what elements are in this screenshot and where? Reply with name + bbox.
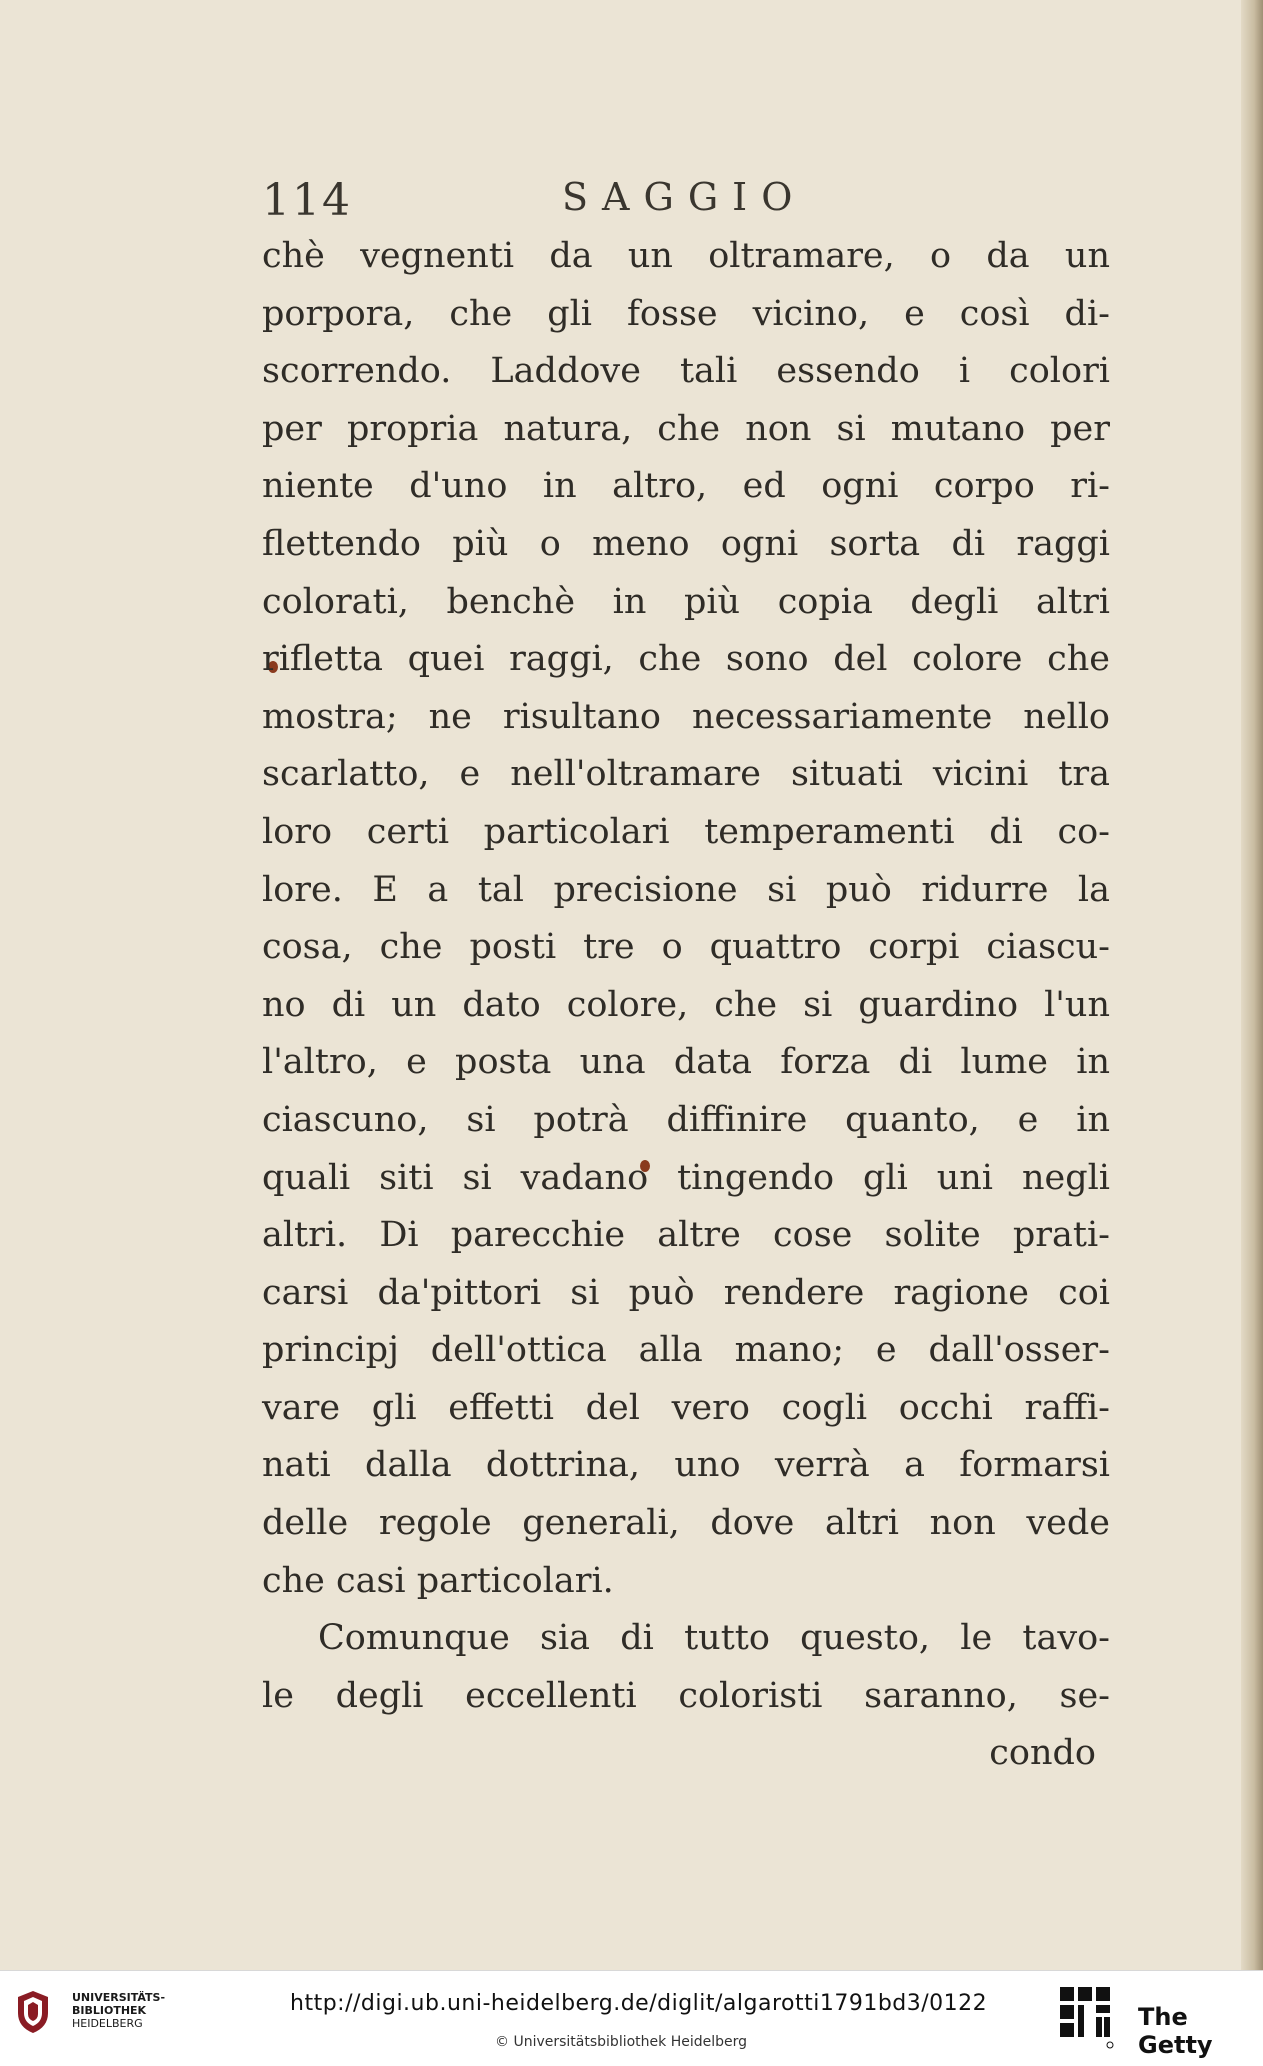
text-line: lore. E a tal precisione si può ridurre la [262,869,1110,910]
text-line: mostra; ne risultano necessariamente nello [262,696,1110,737]
text-line: le degli eccellenti coloristi saranno, se- [262,1675,1110,1716]
text-line: per propria natura, che non si mutano per [262,408,1110,449]
text-line: chè vegnenti da un oltramare, o da un [262,236,1110,276]
text-line: principj dell'ottica alla mano; e dall'osser- [262,1330,1110,1371]
text-line: colorati, benchè in più copia degli altri [262,581,1110,622]
sponsor-name: The Getty [1138,2003,1213,2059]
text-line: cosa, che posti tre o quattro corpi ciascu- [262,927,1110,968]
text-line: scarlatto, e nell'oltramare situati vicini tra [262,754,1110,795]
library-name-line: HEIDELBERG [72,2017,143,2030]
text-line: loro certi particolari temperamenti di co- [262,811,1110,852]
text-line: rifletta quei raggi, che sono del colore che [262,639,1110,680]
text-line: altri. Di parecchie altre cose solite prati- [262,1215,1110,1256]
library-name-line: UNIVERSITÄTS- [72,1991,166,2004]
text-line: flettendo più o meno ogni sorta di raggi [262,523,1110,564]
library-name-line: BIBLIOTHEK [72,2004,147,2017]
text-line: quali siti si vadano tingendo gli uni negli [262,1157,1110,1198]
permalink-url[interactable]: http://digi.ub.uni-heidelberg.de/diglit/algarotti1791bd3/0122 [290,1991,988,2016]
text-line: carsi da'pittori si può rendere ragione coi [262,1272,1110,1313]
text-line: scorrendo. Laddove tali essendo i colori [262,351,1110,392]
text-line: porpora, che gli fosse vicino, e così di- [262,293,1110,334]
text-line: nati dalla dottrina, uno verrà a formarsi [262,1445,1110,1486]
running-title: SAGGIO [562,175,807,219]
text-line: vare gli effetti del vero cogli occhi raffi- [262,1387,1110,1428]
copyright-notice: © Universitätsbibliothek Heidelberg [495,2034,748,2050]
getty-logo-icon [1058,1985,1114,2049]
running-header [262,175,1122,225]
text-line: niente d'uno in altro, ed ogni corpo ri- [262,466,1110,507]
viewer-footer [0,1970,1263,2066]
catchword: condo [989,1733,1096,1774]
text-line: no di un dato colore, che si guardino l'un [262,984,1110,1025]
page-gutter [1241,0,1263,1970]
text-line: l'altro, e posta una data forza di lume in [262,1042,1110,1083]
text-line: delle regole generali, dove altri non vede [262,1503,1110,1544]
text-line: ciascuno, si potrà diffinire quanto, e in [262,1099,1110,1140]
university-seal-icon [14,1989,52,2035]
page-number: 114 [262,175,352,226]
library-name [72,1991,202,2030]
text-line: che casi particolari. [262,1560,614,1601]
text-line: Comunque sia di tutto questo, le tavo- [318,1618,1110,1659]
body-text [262,228,1110,1783]
